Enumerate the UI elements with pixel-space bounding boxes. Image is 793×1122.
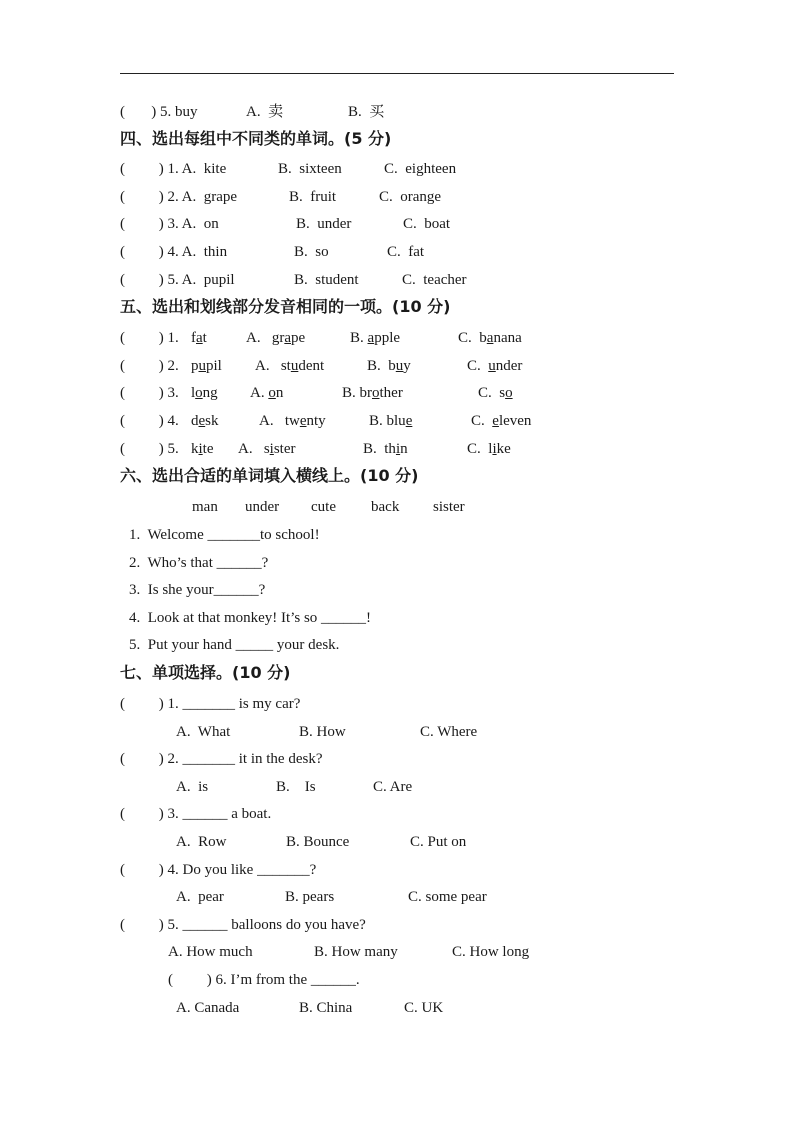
underlined-letter: o bbox=[268, 385, 276, 401]
option-c-holder bbox=[467, 440, 511, 458]
word-part: pe bbox=[291, 330, 306, 346]
word-part: B. th bbox=[363, 441, 396, 457]
question-number: ( ) 4. bbox=[120, 413, 183, 429]
word-part: C. l bbox=[467, 441, 493, 457]
option-a: A. pear bbox=[176, 889, 224, 905]
target-word bbox=[191, 441, 214, 457]
underlined-letter: e bbox=[198, 413, 206, 429]
underlined-letter: u bbox=[198, 358, 206, 374]
underlined-letter: o bbox=[372, 385, 380, 401]
option-b bbox=[350, 330, 400, 346]
word-part: k bbox=[191, 441, 199, 457]
option-c: C. eighteen bbox=[384, 161, 457, 177]
question-number: ( ) 5. bbox=[120, 441, 183, 457]
word-part: f bbox=[191, 330, 196, 346]
option-c: C. fat bbox=[387, 244, 425, 260]
word-part: ke bbox=[496, 441, 511, 457]
word-part: dent bbox=[298, 358, 325, 374]
word-part: B. br bbox=[342, 385, 372, 401]
underlined-letter: e bbox=[299, 413, 307, 429]
word-part: sk bbox=[205, 413, 219, 429]
section-4-title: 四、选出每组中不同类的单词。(5 分) bbox=[120, 129, 392, 148]
option-c bbox=[467, 358, 522, 374]
option-c-holder bbox=[478, 384, 513, 402]
word-part: A. s bbox=[238, 441, 270, 457]
fill-blank-item: 2. Who’s that ______? bbox=[129, 555, 269, 571]
option-b: B. China bbox=[299, 1000, 353, 1016]
word-part: B. blu bbox=[369, 413, 406, 429]
option-c-holder bbox=[471, 412, 531, 430]
option-a-holder bbox=[255, 357, 324, 375]
option-b: B. Bounce bbox=[286, 834, 350, 850]
underlined-letter: i bbox=[492, 441, 497, 457]
option-c bbox=[458, 330, 522, 346]
fill-blank-item: 1. Welcome _______to school! bbox=[129, 527, 320, 543]
fill-blank-item: 4. Look at that monkey! It’s so ______! bbox=[129, 610, 372, 626]
option-a-holder bbox=[250, 384, 283, 402]
word-bank-item: sister bbox=[433, 499, 465, 515]
word-part: te bbox=[202, 441, 214, 457]
word-part: l bbox=[191, 385, 196, 401]
option-b: B. 买 bbox=[348, 104, 385, 120]
word-bank-item: under bbox=[245, 499, 280, 515]
option-a: A. How much bbox=[168, 944, 253, 960]
word-part: ng bbox=[202, 385, 218, 401]
option-a bbox=[250, 385, 283, 401]
word-part: pple bbox=[374, 330, 401, 346]
word-part: C. bbox=[467, 358, 489, 374]
word-bank-item: cute bbox=[311, 499, 336, 515]
word-bank-item: back bbox=[371, 499, 400, 515]
word-part: n bbox=[275, 385, 284, 401]
option-a bbox=[259, 413, 326, 429]
option-b: B. sixteen bbox=[278, 161, 342, 177]
target-word bbox=[191, 358, 222, 374]
mc-question: ( ) 4. Do you like _______? bbox=[120, 862, 317, 878]
target-word-holder bbox=[191, 329, 207, 347]
option-c bbox=[471, 413, 531, 429]
option-c: C. orange bbox=[379, 189, 442, 205]
option-a-holder bbox=[259, 412, 326, 430]
mc-question: ( ) 5. ______ balloons do you have? bbox=[120, 917, 366, 933]
word-part: nana bbox=[493, 330, 522, 346]
target-word-holder bbox=[191, 412, 219, 430]
word-part: p bbox=[191, 358, 199, 374]
question-number: ( ) 5. buy bbox=[120, 104, 198, 120]
top-rule bbox=[120, 73, 674, 74]
word-part: C. b bbox=[458, 330, 487, 346]
word-part: nder bbox=[495, 358, 523, 374]
question-number: ( ) 4. A. thin bbox=[120, 244, 228, 260]
option-c: C. some pear bbox=[408, 889, 487, 905]
underlined-letter: o bbox=[195, 385, 203, 401]
option-b bbox=[363, 441, 408, 457]
option-a-holder bbox=[238, 440, 296, 458]
word-part: A. tw bbox=[259, 413, 300, 429]
option-b: B. under bbox=[296, 216, 352, 232]
option-b-holder bbox=[350, 329, 400, 347]
option-b bbox=[369, 413, 412, 429]
option-c: C. teacher bbox=[402, 272, 467, 288]
option-c: C. boat bbox=[403, 216, 451, 232]
section-7-title: 七、单项选择。(10 分) bbox=[120, 663, 291, 682]
word-part: B. b bbox=[367, 358, 396, 374]
word-bank-item: man bbox=[192, 499, 218, 515]
option-b-holder bbox=[342, 384, 403, 402]
underlined-letter: e bbox=[405, 413, 413, 429]
option-b: B. How many bbox=[314, 944, 398, 960]
word-part: A. gr bbox=[246, 330, 285, 346]
option-c: C. How long bbox=[452, 944, 530, 960]
question-number: ( ) 3. A. on bbox=[120, 216, 219, 232]
option-c: C. UK bbox=[404, 1000, 444, 1016]
option-c-holder bbox=[467, 357, 522, 375]
option-a-holder bbox=[246, 329, 305, 347]
word-part: pil bbox=[206, 358, 222, 374]
option-a bbox=[238, 441, 296, 457]
underlined-letter: a bbox=[196, 330, 203, 346]
option-a bbox=[246, 330, 305, 346]
underlined-letter: u bbox=[395, 358, 404, 374]
option-c bbox=[478, 385, 513, 401]
underlined-letter: a bbox=[486, 330, 494, 346]
option-a: A. is bbox=[176, 779, 209, 795]
target-word bbox=[191, 385, 218, 401]
underlined-letter: i bbox=[395, 441, 401, 457]
question-number: ( ) 2. bbox=[120, 358, 183, 374]
target-word-holder bbox=[191, 384, 218, 402]
underlined-letter: o bbox=[505, 385, 513, 401]
underlined-letter: i bbox=[269, 441, 274, 457]
question-number: ( ) 1. A. kite bbox=[120, 161, 227, 177]
word-part: t bbox=[202, 330, 207, 346]
word-part: ther bbox=[379, 385, 403, 401]
word-part: leven bbox=[498, 413, 532, 429]
underlined-letter: a bbox=[284, 330, 291, 346]
option-c-holder bbox=[458, 329, 522, 347]
option-a: A. 卖 bbox=[246, 104, 284, 120]
word-part: nty bbox=[306, 413, 326, 429]
word-part: B. bbox=[350, 330, 368, 346]
option-b: B. so bbox=[294, 244, 329, 260]
option-b: B. student bbox=[294, 272, 359, 288]
word-part: C. bbox=[471, 413, 493, 429]
word-part: A. st bbox=[255, 358, 291, 374]
section-6-title: 六、选出合适的单词填入横线上。(10 分) bbox=[120, 466, 419, 485]
mc-question: ( ) 2. _______ it in the desk? bbox=[120, 751, 323, 767]
option-c: C. Where bbox=[420, 724, 478, 740]
section-5-title: 五、选出和划线部分发音相同的一项。(10 分) bbox=[120, 297, 451, 316]
question-number: ( ) 1. bbox=[120, 330, 183, 346]
underlined-letter: i bbox=[198, 441, 203, 457]
word-part: y bbox=[403, 358, 411, 374]
target-word-holder bbox=[191, 357, 222, 375]
underlined-letter: u bbox=[290, 358, 299, 374]
option-b: B. Is bbox=[276, 779, 316, 795]
target-word bbox=[191, 330, 207, 346]
option-b-holder bbox=[369, 412, 412, 430]
target-word-holder bbox=[191, 440, 214, 458]
option-b-holder bbox=[367, 357, 411, 375]
option-a bbox=[255, 358, 324, 374]
option-c: C. Are bbox=[373, 779, 413, 795]
word-part: C. s bbox=[478, 385, 506, 401]
option-a: A. Row bbox=[176, 834, 227, 850]
word-part: n bbox=[400, 441, 408, 457]
word-part: d bbox=[191, 413, 199, 429]
mc-question: ( ) 6. I’m from the ______. bbox=[168, 972, 360, 988]
option-a: A. Canada bbox=[176, 1000, 240, 1016]
question-number: ( ) 5. A. pupil bbox=[120, 272, 235, 288]
mc-question: ( ) 3. ______ a boat. bbox=[120, 806, 272, 822]
option-a: A. What bbox=[176, 724, 231, 740]
option-b: B. fruit bbox=[289, 189, 337, 205]
option-b-holder bbox=[363, 440, 408, 458]
target-word bbox=[191, 413, 219, 429]
underlined-letter: u bbox=[488, 358, 496, 374]
mc-question: ( ) 1. _______ is my car? bbox=[120, 696, 301, 712]
option-c: C. Put on bbox=[410, 834, 467, 850]
underlined-letter: e bbox=[492, 413, 499, 429]
option-b bbox=[342, 385, 403, 401]
fill-blank-item: 3. Is she your______? bbox=[129, 582, 266, 598]
question-number: ( ) 2. A. grape bbox=[120, 189, 238, 205]
option-b: B. pears bbox=[285, 889, 335, 905]
option-b: B. How bbox=[299, 724, 346, 740]
option-b bbox=[367, 358, 411, 374]
underlined-letter: a bbox=[367, 330, 375, 346]
question-number: ( ) 3. bbox=[120, 385, 183, 401]
word-part: ster bbox=[273, 441, 296, 457]
word-part: A. bbox=[250, 385, 269, 401]
fill-blank-item: 5. Put your hand _____ your desk. bbox=[129, 637, 340, 653]
option-c bbox=[467, 441, 511, 457]
